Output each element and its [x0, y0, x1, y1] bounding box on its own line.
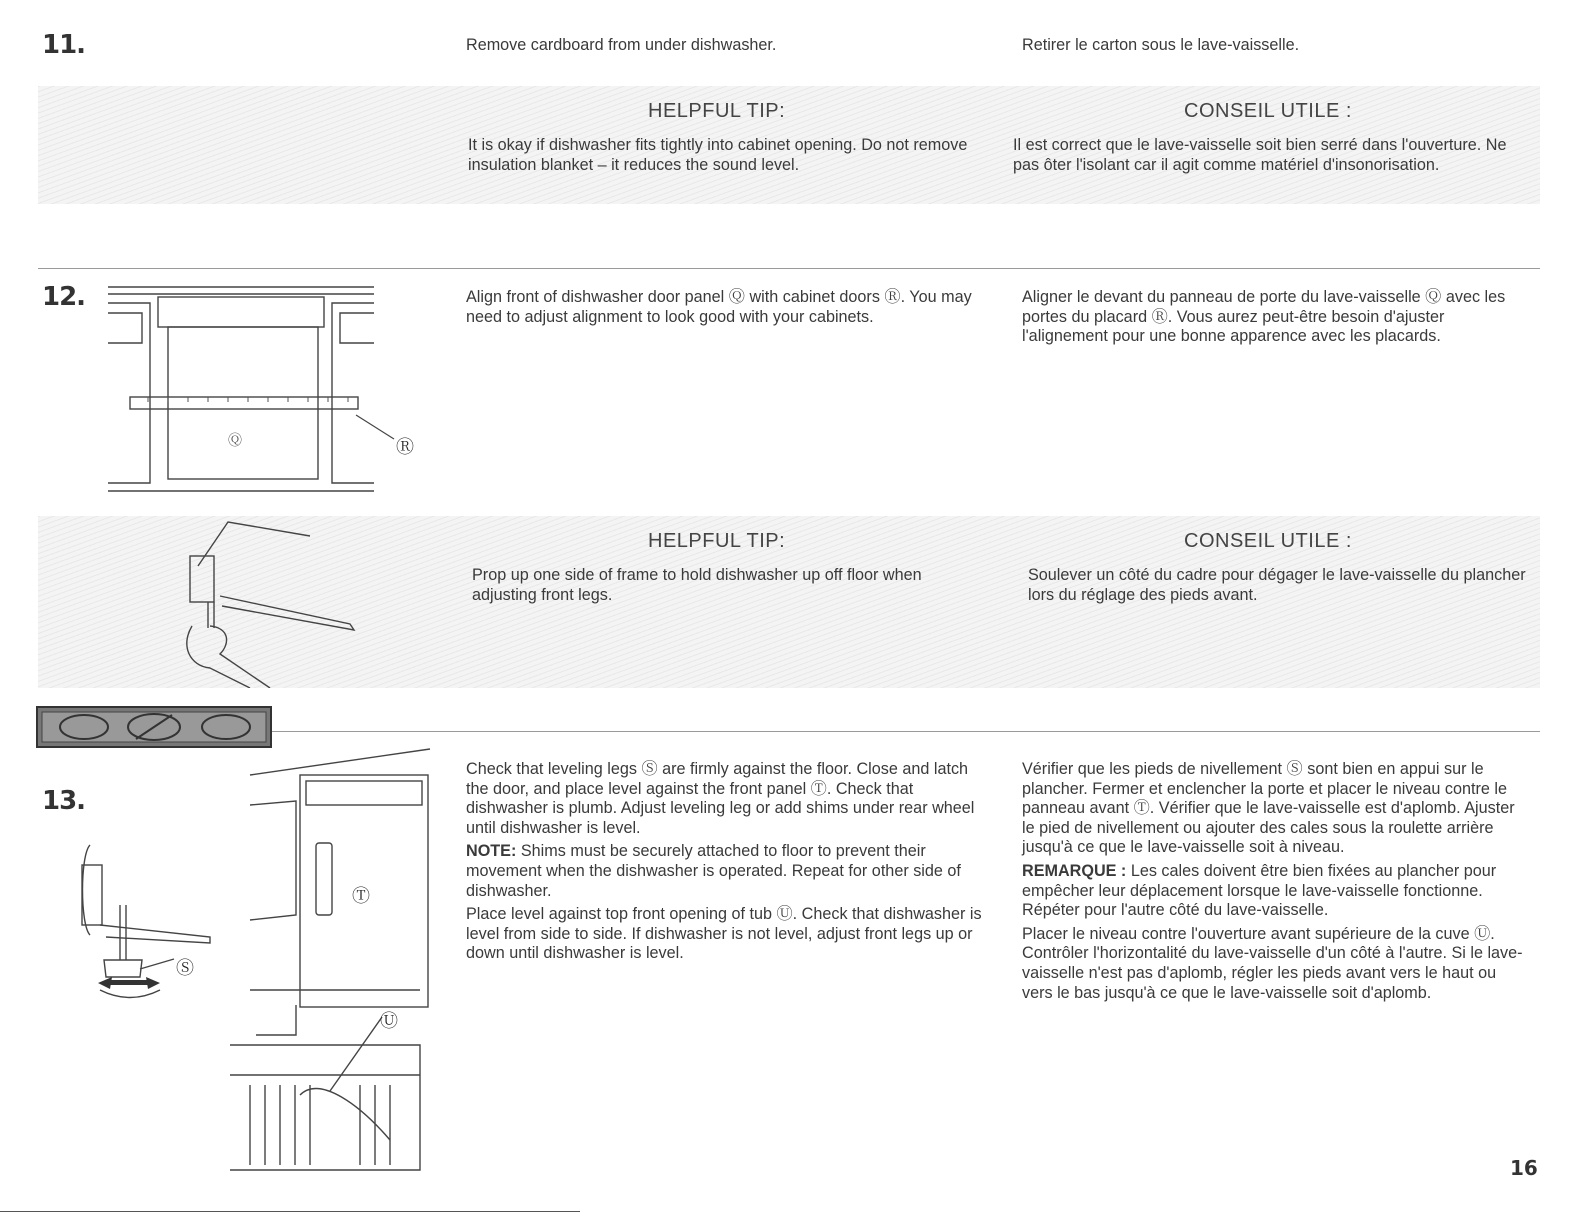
- leveling-leg-illustration: [60, 745, 440, 1175]
- level-tool-image: [36, 704, 272, 750]
- note-text: Shims must be securely attached to floor to prevent their movement when the dishwasher is operated. Repeat for other side of dishwasher.: [466, 842, 961, 900]
- footer-rule: [0, 1211, 580, 1212]
- tip-text-en: It is okay if dishwasher fits tightly into cabinet opening. Do not remove insulation blanket – it reduces the sound level.: [468, 136, 968, 174]
- page-number: 16: [1510, 1156, 1538, 1180]
- tip-text-en: Prop up one side of frame to hold dishwasher up off floor when adjusting front legs.: [472, 566, 922, 604]
- tip-title-fr: CONSEIL UTILE :: [1184, 530, 1352, 552]
- frame-prop-illustration: [150, 516, 370, 688]
- callout-t-label: Ⓣ: [352, 886, 370, 907]
- step-11-text-en: Remove cardboard from under dishwasher.: [466, 36, 777, 54]
- tip-text-fr: Soulever un côté du cadre pour dégager le lave-vaisselle du plancher lors du réglage des pieds avant.: [1028, 566, 1526, 604]
- section-divider: [38, 268, 1540, 269]
- step-12-number: 12.: [42, 282, 86, 312]
- tip-text-fr: Il est correct que le lave-vaisselle soit bien serré dans l'ouverture. Ne pas ôter l'isolant car il agit comme matériel d'insonorisation.: [1013, 136, 1507, 174]
- step-11-number: 11.: [42, 30, 86, 60]
- tip-title-en: HELPFUL TIP:: [648, 100, 786, 122]
- step-13-note-fr: [1022, 862, 1527, 921]
- callout-q-label: Ⓠ: [228, 433, 242, 449]
- step-13-number: 13.: [42, 786, 86, 816]
- tip-title-en: HELPFUL TIP:: [648, 530, 786, 552]
- helpful-tip-box-1: [38, 86, 1540, 204]
- step-13-para-3: Place level against top front opening of tub Ⓤ. Check that dishwasher is level from side to side. If dishwasher is not level, adjust front legs up or down until dishwasher is level.: [466, 905, 982, 963]
- step-12-text-en: Align front of dishwasher door panel Ⓠ with cabinet doors Ⓡ. You may need to adjust alignment to look good with your cabinets.: [466, 288, 972, 326]
- section-divider: [272, 731, 1540, 732]
- step-13-note: [466, 842, 986, 901]
- step-12-text-fr: Aligner le devant du panneau de porte du lave-vaisselle Ⓠ avec les portes du placard Ⓡ. Vous aurez peut-être besoin d'ajuster l'alignement pour une bonne apparence avec les placards.: [1022, 288, 1506, 346]
- callout-u-label: Ⓤ: [380, 1011, 398, 1032]
- door-alignment-illustration: [108, 283, 418, 498]
- step-13-text-fr: [1022, 760, 1527, 1007]
- step-13-para-3-fr: Placer le niveau contre l'ouverture avant supérieure de la cuve Ⓤ. Contrôler l'horizontalité du lave-vaisselle d'un côté à l'autre. Si le lave-vaisselle n'est pas d'aplomb, régler les pieds avant vers le haut ou vers le bas jusqu'à ce que le lave-vaisselle soit d'aplomb.: [1022, 924, 1523, 1002]
- step-13-text-en: [466, 760, 986, 968]
- step-13-para-1: Check that leveling legs Ⓢ are firmly against the floor. Close and latch the door, and place level against the front panel Ⓣ. Check that dishwasher is plumb. Adjust leveling leg or add shims under rear wheel until dishwasher is level.: [466, 760, 975, 837]
- note-text-fr: Les cales doivent être bien fixées au plancher pour empêcher leur déplacement lorsque le lave-vaisselle fonctionne. Répéter pour l'autre côté du lave-vaisselle.: [1022, 861, 1497, 920]
- step-13-para-1-fr: Vérifier que les pieds de nivellement Ⓢ sont bien en appui sur le plancher. Fermer et enclencher la porte et placer le niveau contre le panneau avant Ⓣ. Vérifier que le lave-vaisselle est d'aplomb. Ajuster le pied de nivellement ou ajouter des cales sous la roulette arrière jusqu'à ce que le lave-vaisselle soit à niveau.: [1022, 760, 1515, 857]
- note-label: NOTE:: [466, 842, 517, 861]
- step-11-text-fr: Retirer le carton sous le lave-vaisselle.: [1022, 36, 1300, 54]
- note-label-fr: REMARQUE :: [1022, 861, 1127, 880]
- callout-r-label: Ⓡ: [396, 437, 414, 458]
- tip-title-fr: CONSEIL UTILE :: [1184, 100, 1352, 122]
- callout-s-label: Ⓢ: [176, 958, 194, 979]
